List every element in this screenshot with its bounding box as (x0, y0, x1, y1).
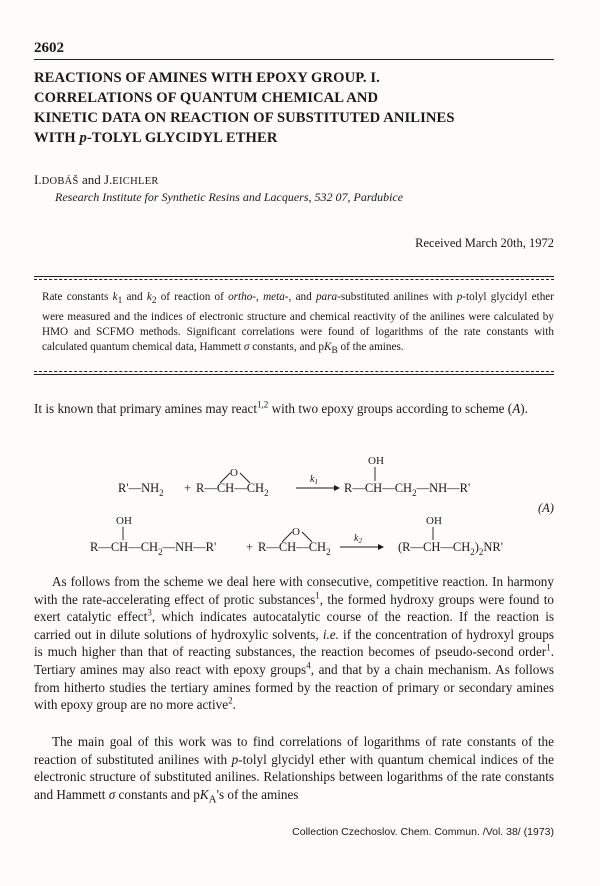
scheme-r2-reactant1: $R—CH—CH_2—NH—R'$ (90, 540, 217, 557)
authors: I.DOBÁŠ and J.EICHLER (34, 172, 159, 187)
scheme-oh-1: OH (368, 455, 384, 467)
scheme-r2-product: $(R—CH—CH_2)_2NR'$ (398, 540, 504, 557)
page-number: 2602 (34, 40, 64, 56)
article-title (34, 68, 554, 148)
scheme-plus-1: + (184, 481, 192, 495)
abstract: Rate constants $k_1$ and $k_2$ of reaction of ortho-, meta-, and para-substituted anilines with p-tolyl glycidyl ether were measured and the indices of electronic structure and chemical reactivity of the anilines were calculated by HMO and SCFMO methods. Significant correlations were found of logarithms of the rate constants with calculated quantum chemical data, Hammett σ constants, and $pK_B$ of the amines. (42, 291, 554, 357)
abstract-bottom-rule (34, 371, 554, 372)
scheme-r1-product: $R—CH—CH_2—NH—R'$ (344, 481, 471, 498)
received-date: Received March 20th, 1972 (415, 236, 554, 250)
reaction-scheme (34, 452, 554, 570)
scheme-epoxide-o-2: O (292, 526, 300, 538)
scheme-label: (A) (538, 501, 554, 515)
abstract-top-rule-2 (34, 279, 554, 280)
scheme-oh-3: OH (426, 515, 442, 527)
scheme-r2-reactant2: $R—CH—CH_2$ (258, 540, 331, 557)
title-line-3: KINETIC DATA ON REACTION OF SUBSTITUTED ANILINES (34, 110, 455, 126)
body-paragraph-1: As follows from the scheme we deal here with consecutive, competitive reaction. In harmony with the rate-accelerating effect of protic substances$^1$, the formed hydroxy groups were found to exert catalytic effect$^3$, which indicates autocatalytic course of the reaction. If the reaction is carried out in dilute solutions of hydroxylic solvents, i.e. if the concentration of hydroxyl groups is much higher than that of reacting substances, the reaction becomes of pseudo-second order$^1$. Tertiary amines may also react with epoxy groups$^4$, and that by a chain mechanism. As follows from hitherto studies the tertiary amines formed by the reaction of primary or secondary amines with epoxy group are no more active$^2$. (34, 574, 554, 713)
scheme-r1-reactant2: $R—CH—CH_2$ (196, 481, 269, 498)
intro-paragraph: It is known that primary amines may react$^{1,2}$ with two epoxy groups according to scheme (A). (34, 399, 528, 416)
abstract-bottom-rule-2 (34, 374, 554, 375)
body-paragraph-2: The main goal of this work was to find correlations of logarithms of rate constants of the reaction of substituted anilines with p-tolyl glycidyl ether with quantum chemical indices of the electronic structure of substituted anilines. Relationships between logarithms of the rate constants and Hammett σ constants and $pK_A's$ of the amines (34, 734, 554, 806)
scheme-arrowhead-2 (378, 544, 384, 550)
scheme-k2: $k_2$ (354, 533, 362, 545)
scheme-r1-reactant1: $R'—NH_2$ (118, 481, 164, 498)
title-line-2: CORRELATIONS OF QUANTUM CHEMICAL AND (34, 90, 379, 106)
scheme-arrowhead-1 (334, 485, 340, 491)
journal-footer: Collection Czechoslov. Chem. Commun. /Vol. 38/ (1973) (292, 826, 554, 838)
affiliation: Research Institute for Synthetic Resins and Lacquers, 532 07, Pardubice (55, 190, 404, 204)
title-line-1: REACTIONS OF AMINES WITH EPOXY GROUP. I. (34, 70, 380, 86)
scheme-k1: $k_1$ (310, 474, 318, 486)
header-rule (34, 59, 554, 60)
scheme-oh-2: OH (116, 515, 132, 527)
title-line-4: WITH p-TOLYL GLYCIDYL ETHER (34, 130, 278, 146)
scheme-plus-2: + (246, 540, 254, 554)
abstract-top-rule (34, 276, 554, 277)
scheme-epoxide-o-1: O (230, 467, 238, 479)
